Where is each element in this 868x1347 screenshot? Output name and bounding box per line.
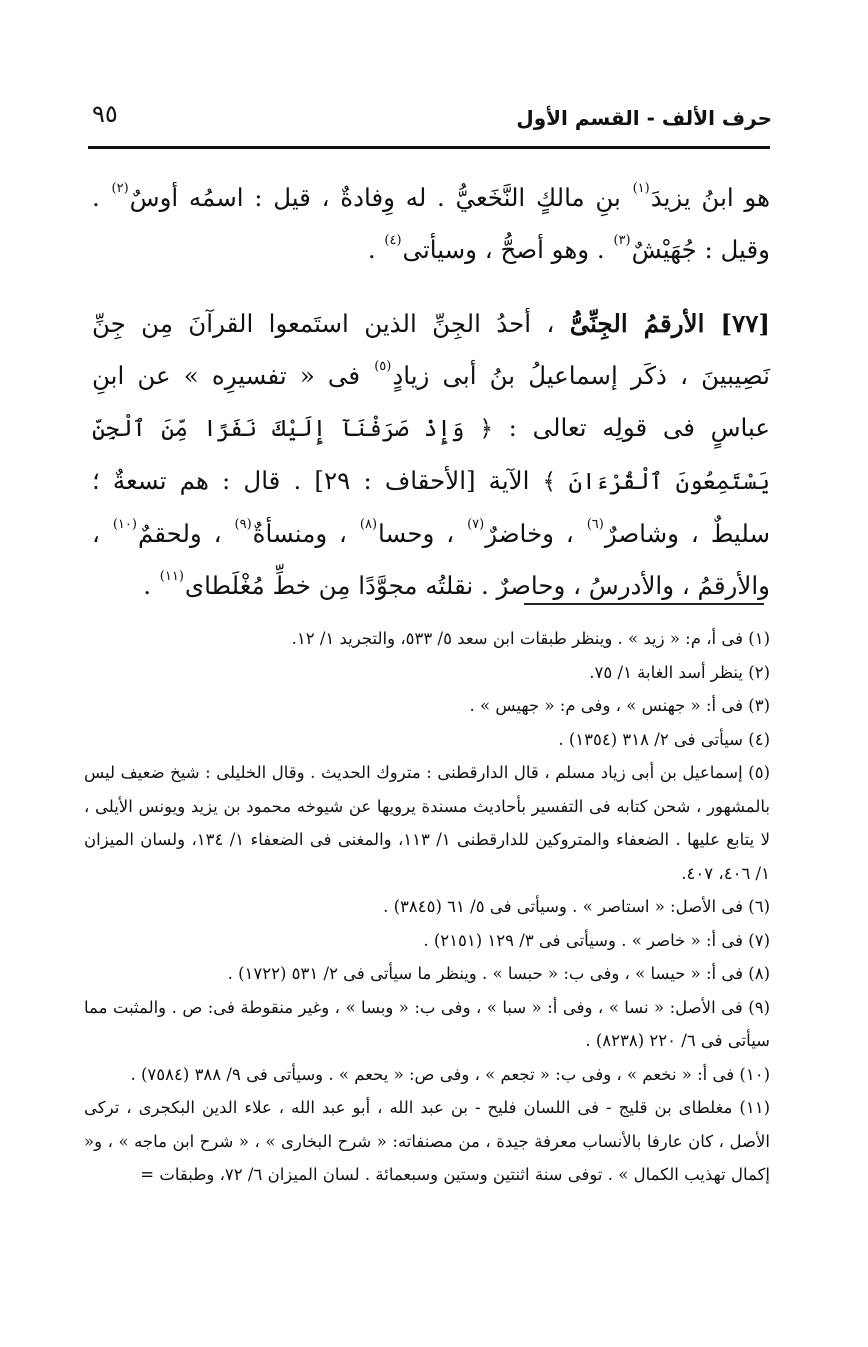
header-rule [88,146,770,149]
text-run: . وقيل : جُهَيْشٌ [92,183,770,264]
footnote-ref-8: (٨) [359,517,378,532]
footnote-7: (٧) فى أ: « خاصر » . وسيأتى فى ٣/ ١٢٩ (٢١٥١) . [423,930,770,950]
paragraph-entry-77 [92,298,770,612]
text-run: ، ومنسأةٌ [252,519,359,548]
text-run: الآية [الأحقاف : ٢٩] . قال : هم تسعةٌ ؛ سليطٌ ، وشاصرٌ [92,466,771,548]
footnote-10: (١٠) فى أ: « نخعم » ، وفى ب: « تجعم » ، وفى ص: « يحعم » . وسيأتى فى ٩/ ٣٨٨ (٧٥٨٤) . [130,1064,770,1084]
running-title: حرف الألف - القسم الأول [516,106,772,130]
text-run: بنِ مالكٍ النَّخَعيُّ . له وِفادةٌ ، قيل : اسمُه أوسٌ [129,183,632,212]
text-run: فى « تفسيرِه » عن ابنِ عباسٍ فى قولِه تعالى : [92,361,771,442]
footnote-ref-2: (٢) [111,181,129,196]
text-run: . وهو أصحُّ ، وسيأتى [402,235,613,264]
footnote-6: (٦) فى الأصل: « استاصر » . وسيأتى فى ٥/ ٦١ (٣٨٤٥) . [383,897,770,916]
text-run: ، والأرقمُ ، والأدرسُ ، وحاصرٌ . نقلتُه مجوَّدًا مِن خطِّ مُغْلَطاى [92,519,770,600]
footnote-2: (٢) ينظر أسد الغابة ١/ ٧٥. [589,662,770,682]
text-run: . [367,235,384,264]
page-header [92,100,772,140]
text-run: . [143,571,159,600]
footnotes [84,622,770,1192]
footnote-ref-4: (٤) [384,233,402,248]
footnote-ref-11: (١١) [159,569,184,584]
footnote-1: (١) فى أ، م: « زيد » . وينظر طبقات ابن سعد ٥/ ٥٣٣، والتجريد ١/ ١٢. [291,629,770,648]
main-text [92,172,770,612]
page-number: ٩٥ [92,100,118,128]
text-run: ، أحدُ الجِنِّ الذين استَمعوا القرآنَ مِن جِنِّ نَصِيبينَ ، ذكَر إسماعيلُ بنُ أبى زيادٍ [92,309,770,390]
footnote-ref-1: (١) [632,181,650,196]
footnote-separator [524,603,764,605]
footnote-ref-5: (٥) [374,359,392,374]
footnote-ref-6: (٦) [586,517,604,532]
text-run: ، وخاضرٌ [485,519,586,548]
footnote-4: (٤) سيأتى فى ٢/ ٣١٨ (١٣٥٤) . [558,729,770,749]
footnote-3: (٣) فى أ: « جهنس » ، وفى م: « جهيس » . [469,696,770,715]
footnote-ref-7: (٧) [467,517,485,532]
footnote-8: (٨) فى أ: « حيسا » ، وفى ب: « حبسا » . وينظر ما سيأتى فى ٢/ ٥٣١ (١٧٢٢) . [227,964,770,983]
footnote-ref-9: (٩) [234,517,252,532]
text-run: ، ولحقمٌ [137,519,234,548]
text-run: ، وحسا [378,519,467,548]
text-run: هو ابنُ يزيدَ [650,183,771,212]
footnote-5: (٥) إسماعيل بن أبى زياد مسلم ، قال الدارقطنى : متروك الحديث . وقال الخليلى : شيخ ضعيف ليس بالمشهور ، شحن كتابه فى التفسير بأحاديث مسندة يرويها عن شيوخه محمود بن يزيد ويونس الأيلى ، لا يتابع عليها . الضعفاء والمتروكين للدارقطنى ١/ ١١٣، والمغنى فى الضعفاء ١/ ١٣٤، ولسان الميزان ١/ ٤٠٦، ٤٠٧. [84,763,770,883]
quran-verse: ﴿ وَإِذْ صَرَفْنَآ إِلَيْكَ نَفَرًا مِّنَ ٱلْجِنِّ يَسْتَمِعُونَ ٱلْقُرْءَانَ ﴾ [92,416,770,495]
paragraph-entry-76-tail [92,172,770,276]
entry-heading: [٧٧] الأرقمُ الجِنِّىُّ [569,309,770,338]
footnote-11: (١١) مغلطاى بن قليج - فى اللسان فليح - بن عبد الله ، أبو عبد الله ، علاء الدين البكجرى ، تركى الأصل ، كان عارفا بالأنساب معرفة جيدة ، من مصنفاته: « شرح البخارى » ، « شرح ابن ماجه » ، و« إكمال تهذيب الكمال » . توفى سنة اثنتين وستين وسبعمائة . لسان الميزان ٦/ ٧٢، وطبقات = [84,1098,770,1184]
footnote-ref-3: (٣) [613,233,631,248]
footnote-ref-10: (١٠) [112,517,137,532]
footnote-9: (٩) فى الأصل: « نسا » ، وفى أ: « سبا » ، وفى ب: « وبسا » ، وغير منقوطة فى: ص . والمثبت مما سيأتى فى ٦/ ٢٢٠ (٨٢٣٨) . [84,997,771,1050]
